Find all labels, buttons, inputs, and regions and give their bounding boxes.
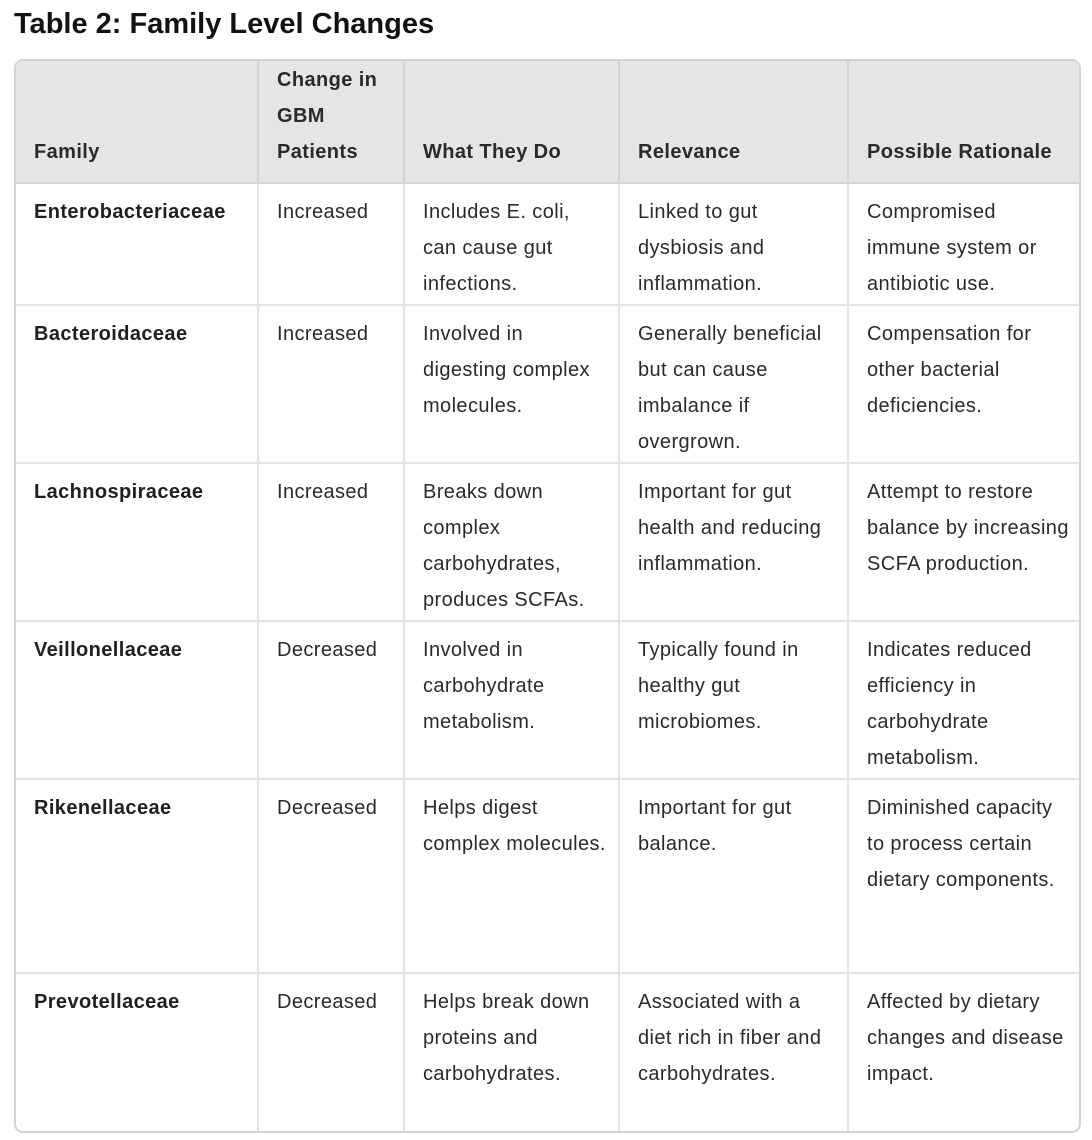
relevance-cell: Typically found in healthy gut microbiomes. (619, 621, 848, 779)
header-change: Change in GBM Patients (258, 61, 404, 183)
what-cell: Helps digest complex molecules. (404, 779, 619, 973)
change-cell: Increased (258, 183, 404, 305)
table-row (16, 463, 1079, 621)
family-cell: Lachnospiraceae (16, 463, 258, 621)
header-family: Family (16, 61, 258, 183)
family-cell: Bacteroidaceae (16, 305, 258, 463)
relevance-cell: Important for gut balance. (619, 779, 848, 973)
table-row (16, 305, 1079, 463)
family-cell: Prevotellaceae (16, 973, 258, 1131)
change-cell: Increased (258, 463, 404, 621)
relevance-cell: Important for gut health and reducing inflammation. (619, 463, 848, 621)
relevance-cell: Generally beneficial but can cause imbalance if overgrown. (619, 305, 848, 463)
change-cell: Increased (258, 305, 404, 463)
table-row (16, 779, 1079, 973)
table-row (16, 973, 1079, 1131)
family-cell: Enterobacteriaceae (16, 183, 258, 305)
header-relevance: Relevance (619, 61, 848, 183)
family-cell: Veillonellaceae (16, 621, 258, 779)
what-cell: Helps break down proteins and carbohydrates. (404, 973, 619, 1131)
header-what-they-do: What They Do (404, 61, 619, 183)
relevance-cell: Associated with a diet rich in fiber and carbohydrates. (619, 973, 848, 1131)
rationale-cell: Compensation for other bacterial deficiencies. (848, 305, 1079, 463)
rationale-cell: Indicates reduced efficiency in carbohydrate metabolism. (848, 621, 1079, 779)
change-cell: Decreased (258, 973, 404, 1131)
family-cell: Rikenellaceae (16, 779, 258, 973)
what-cell: Involved in digesting complex molecules. (404, 305, 619, 463)
rationale-cell: Attempt to restore balance by increasing SCFA production. (848, 463, 1079, 621)
what-cell: Breaks down complex carbohydrates, produces SCFAs. (404, 463, 619, 621)
change-cell: Decreased (258, 621, 404, 779)
what-cell: Involved in carbohydrate metabolism. (404, 621, 619, 779)
page-title: Table 2: Family Level Changes (14, 8, 435, 40)
rationale-cell: Affected by dietary changes and disease impact. (867, 991, 1064, 1085)
relevance-cell: Linked to gut dysbiosis and inflammation. (619, 183, 848, 305)
table-row (16, 183, 1079, 305)
table-row (16, 621, 1079, 779)
table-header-row (16, 61, 1079, 183)
what-cell: Includes E. coli, can cause gut infections. (404, 183, 619, 305)
rationale-cell: Compromised immune system or antibiotic use. (848, 183, 1079, 305)
family-changes-table (14, 59, 1081, 1133)
rationale-cell: Diminished capacity to process certain dietary components. (848, 779, 1079, 973)
change-cell: Decreased (258, 779, 404, 973)
header-possible-rationale: Possible Rationale (848, 61, 1079, 183)
